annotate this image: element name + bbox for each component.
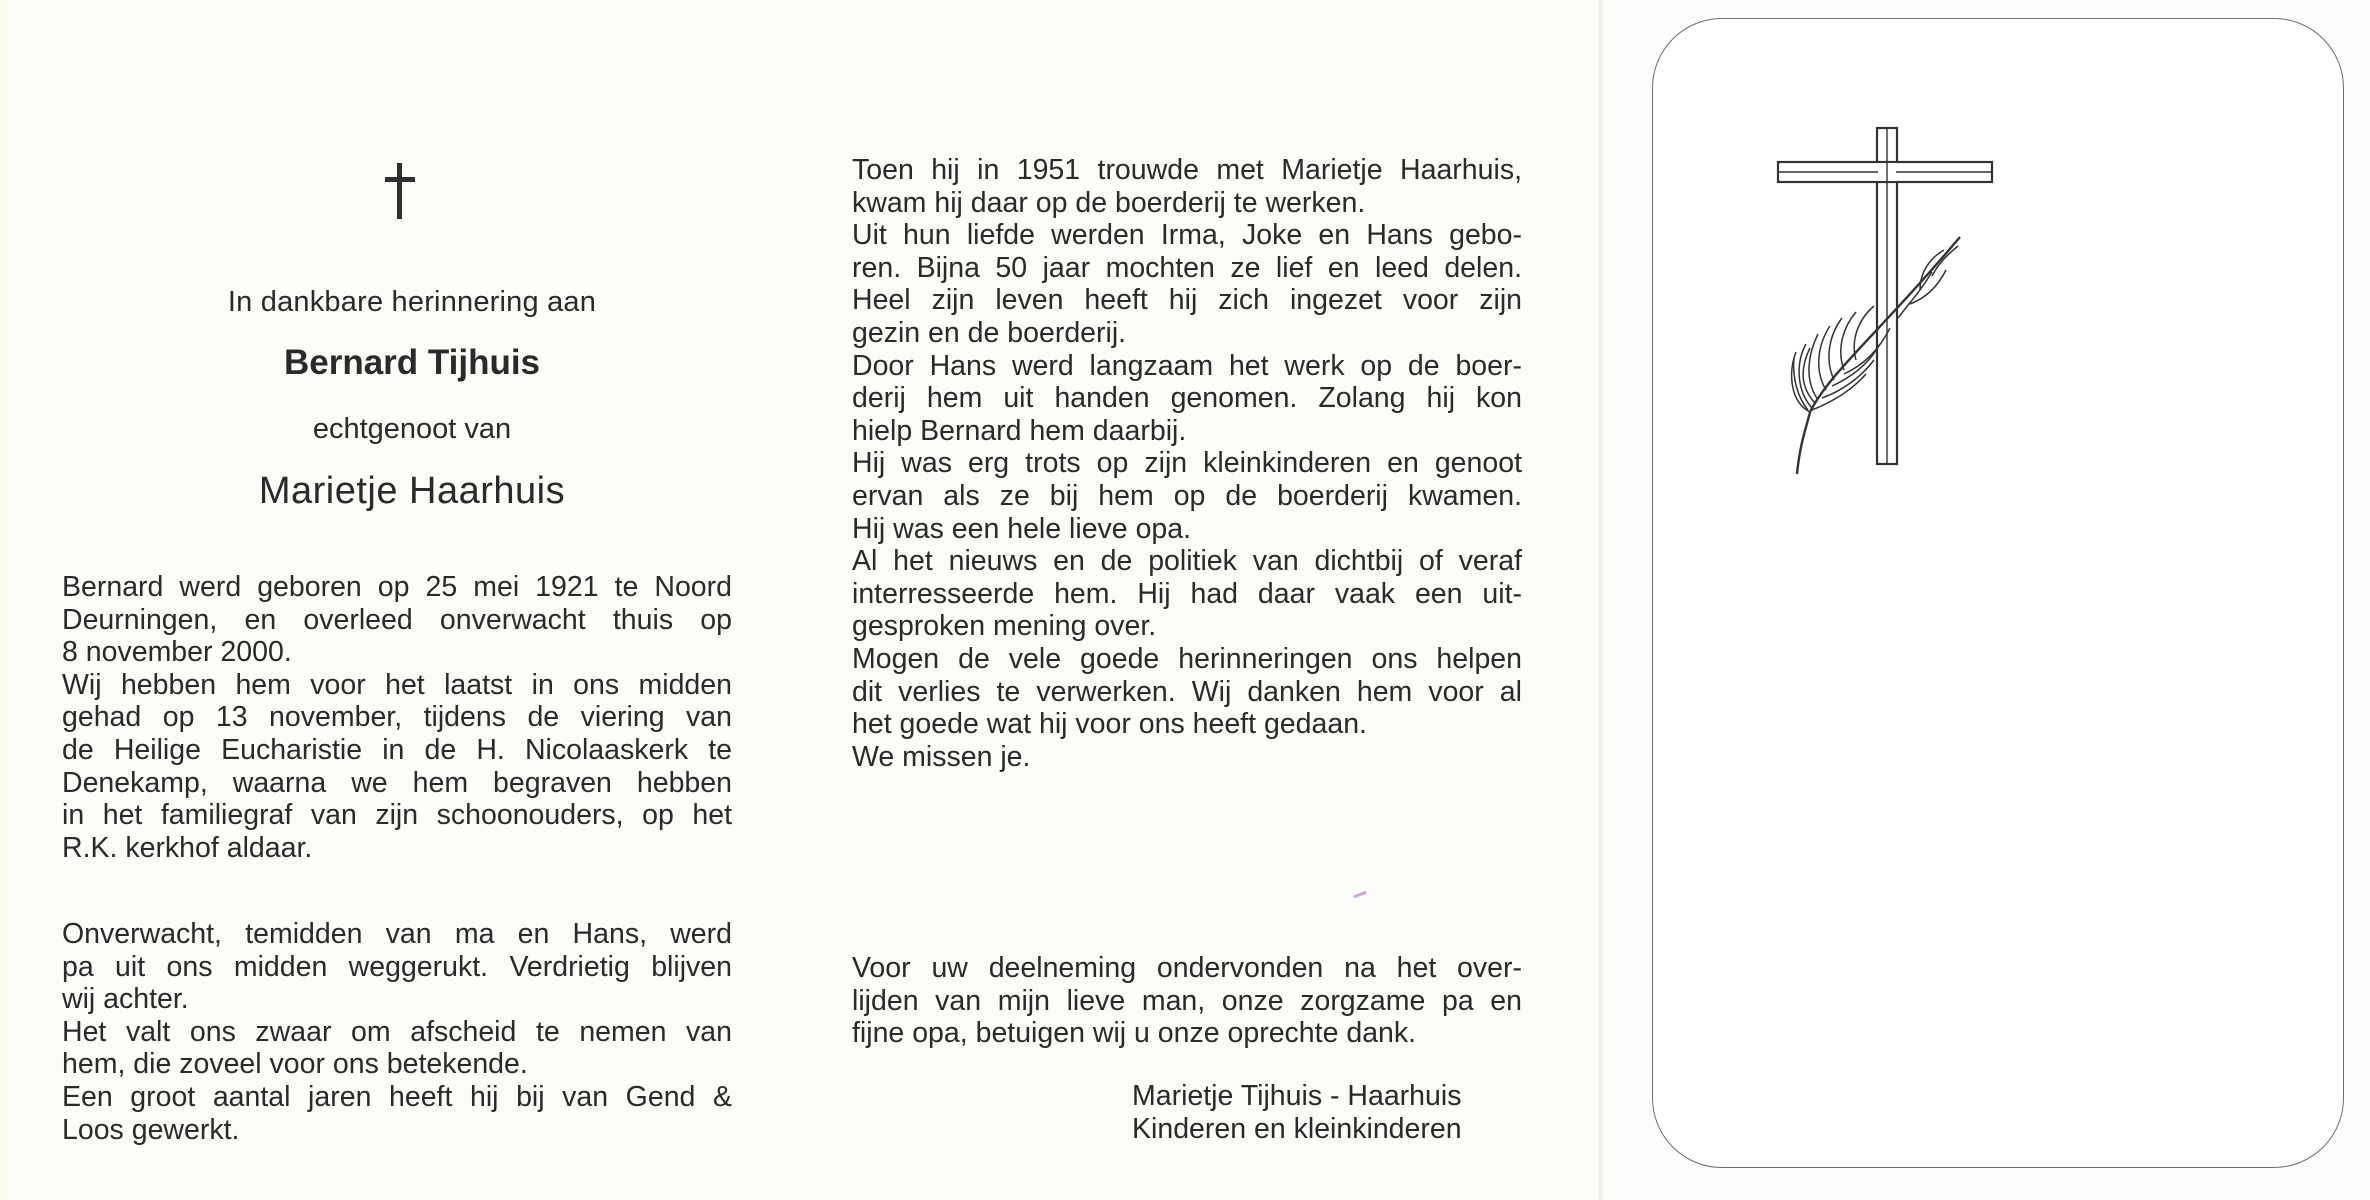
cross-with-palm-icon (1770, 122, 2000, 482)
text-line: Deurningen, en overleed onverwacht thuis op (62, 603, 732, 636)
text-line: 8 november 2000. (62, 636, 292, 669)
text-line: de Heilige Eucharistie in de H. Nicolaaskerk te (62, 733, 732, 766)
text-line: Uit hun liefde werden Irma, Joke en Hans gebo- (852, 219, 1522, 252)
text-line: Wij hebben hem voor het laatst in ons midden (62, 668, 732, 701)
text-line: gehad op 13 november, tijdens de viering van (62, 701, 732, 734)
life-story-paragraph (852, 154, 1522, 773)
text-line: ervan als ze bij hem op de boerderij kwamen. (852, 479, 1522, 512)
text-line: hielp Bernard hem daarbij. (852, 414, 1187, 447)
text-line: pa uit ons midden weggerukt. Verdrietig blijven (62, 950, 732, 983)
text-line: ren. Bijna 50 jaar mochten ze lief en leed delen. (852, 251, 1522, 284)
paper-edge (0, 0, 12, 1200)
text-line: het goede wat hij voor ons heeft gedaan. (852, 708, 1367, 741)
text-line: in het familiegraf van zijn schoonouders, op het (62, 799, 732, 832)
signature (1132, 1080, 1462, 1145)
text-line: Heel zijn leven heeft hij zich ingezet voor zijn (852, 284, 1522, 317)
signature-line: Marietje Tijhuis - Haarhuis (1132, 1080, 1462, 1112)
signature-line: Kinderen en kleinkinderen (1132, 1112, 1462, 1145)
text-line: interresseerde hem. Hij had daar vaak een uit- (852, 577, 1522, 610)
text-line: lijden van mijn lieve man, onze zorgzame pa en (852, 984, 1522, 1017)
text-line: Door Hans werd langzaam het werk op de boer- (852, 349, 1522, 382)
deceased-name: Bernard Tijhuis (283, 343, 541, 382)
spouse-name: Marietje Haarhuis (258, 470, 566, 512)
text-line: Bernard werd geboren op 25 mei 1921 te Noord (62, 571, 732, 603)
text-line: dit verlies te verwerken. Wij danken hem voor al (852, 675, 1522, 708)
text-line: gezin en de boerderij. (852, 316, 1127, 349)
text-line: Loos gewerkt. (62, 1113, 240, 1146)
text-line: Voor uw deelneming ondervonden na het over- (852, 952, 1522, 984)
text-line: R.K. kerkhof aldaar. (62, 831, 313, 864)
text-line: kwam hij daar op de boerderij te werken. (852, 186, 1366, 219)
text-line: Al het nieuws en de politiek van dichtbij of veraf (852, 545, 1522, 578)
text-line: Mogen de vele goede herinneringen ons helpen (852, 642, 1522, 675)
text-line: Het valt ons zwaar om afscheid te nemen van (62, 1015, 732, 1048)
farewell-paragraph (62, 918, 732, 1146)
text-line: Onverwacht, temidden van ma en Hans, werd (62, 918, 732, 950)
thanks-paragraph (852, 952, 1522, 1050)
text-line: gesproken mening over. (852, 610, 1157, 643)
text-line: Hij was erg trots op zijn kleinkinderen en genoot (852, 447, 1522, 480)
text-line: wij achter. (62, 983, 189, 1016)
intro-text: In dankbare herinnering aan (227, 286, 597, 318)
text-line: Toen hij in 1951 trouwde met Marietje Haarhuis, (852, 154, 1522, 186)
text-line: Een groot aantal jaren heeft hij bij van Gend & (62, 1080, 732, 1113)
text-line: We missen je. (852, 740, 1031, 773)
cross-icon (383, 163, 417, 219)
text-line: fijne opa, betuigen wij u onze oprechte dank. (852, 1017, 1417, 1050)
text-line: Denekamp, waarna we hem begraven hebben (62, 766, 732, 799)
biography-paragraph (62, 571, 732, 864)
text-line: hem, die zoveel voor ons betekende. (62, 1048, 528, 1081)
text-line: derij hem uit handen genomen. Zolang hij kon (852, 382, 1522, 415)
text-line: Hij was een hele lieve opa. (852, 512, 1192, 545)
ink-speck (1353, 891, 1367, 899)
spouse-label: echtgenoot van (312, 413, 512, 445)
